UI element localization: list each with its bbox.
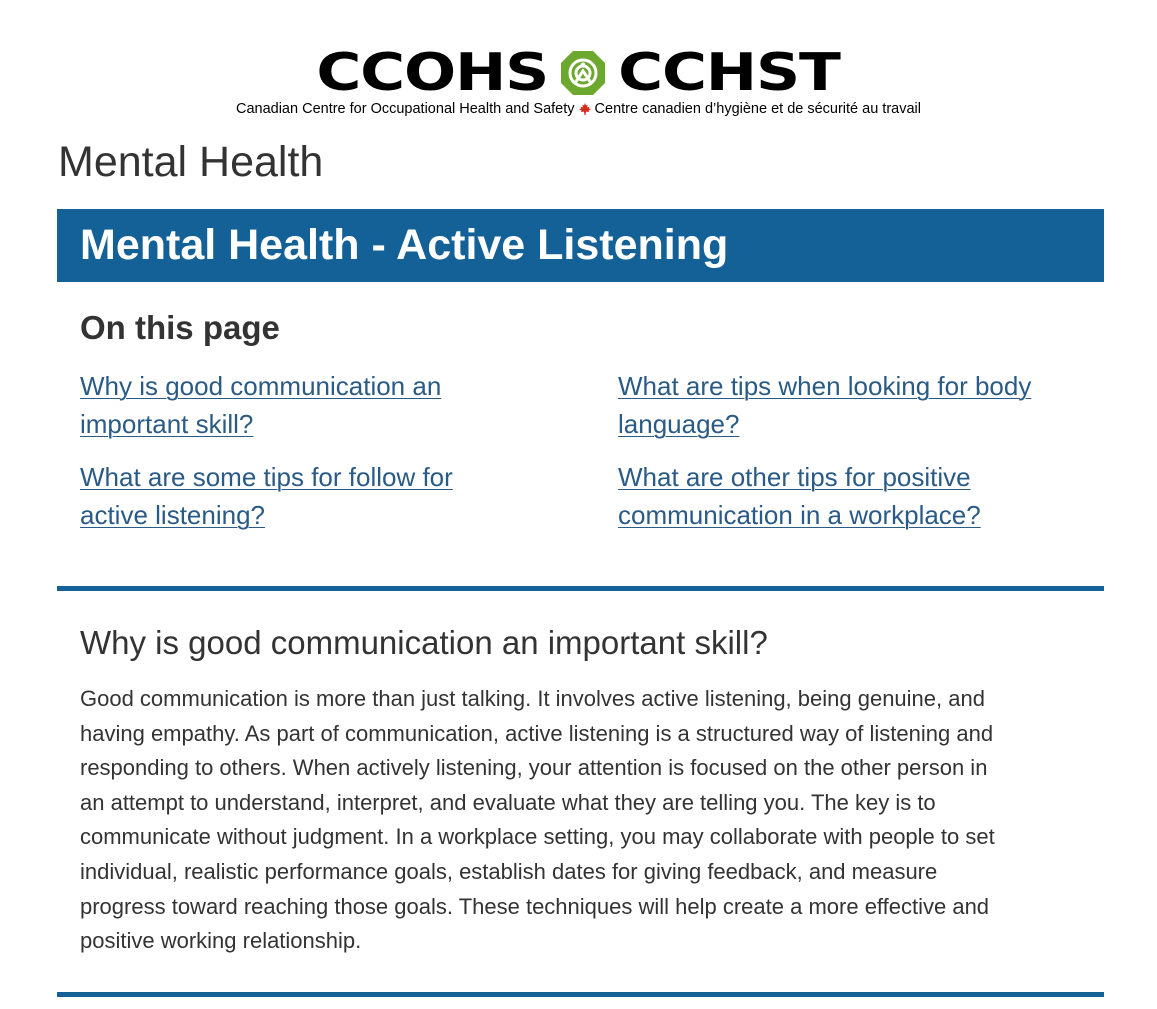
logo-subtitle-en: Canadian Centre for Occupational Health and Safety	[235, 101, 575, 117]
toc-link-line: Why is good communication an	[80, 371, 442, 401]
section-heading: Why is good communication an important skill?	[80, 624, 768, 661]
toc-link-line: language?	[618, 409, 740, 439]
ccohs-emblem-icon	[561, 51, 605, 95]
toc-link-line: What are tips when looking for body	[618, 371, 1032, 401]
site-title: Mental Health	[58, 138, 324, 186]
toc-link-body-language[interactable]	[618, 367, 1031, 443]
toc-heading: On this page	[80, 309, 280, 346]
section-divider	[57, 586, 1104, 591]
paragraph-line: progress toward reaching those goals. These techniques will help create a more effective and	[80, 893, 990, 919]
ccohs-logo[interactable]	[0, 44, 1157, 118]
paragraph-line: individual, realistic performance goals, establish dates for giving feedback, and measure	[80, 858, 938, 884]
section-divider	[57, 992, 1104, 997]
page-title: Mental Health - Active Listening	[80, 221, 729, 269]
page-title-banner	[57, 209, 1104, 282]
toc-link-active-listening[interactable]	[80, 458, 453, 534]
toc-link-good-communication[interactable]	[80, 367, 441, 443]
toc-link-positive-communication[interactable]	[618, 458, 981, 534]
toc-link-line: What are some tips for follow for	[80, 462, 453, 492]
logo-subtitle	[0, 100, 1157, 118]
paragraph-line: communicate without judgment. In a workplace setting, you may collaborate with people to set	[80, 824, 995, 850]
paragraph-line: responding to others. When actively listening, your attention is focused on the other person in	[80, 755, 988, 781]
logo-word-cchst: CCHST	[617, 43, 840, 103]
logo-subtitle-fr: Centre canadien d’hygiène et de sécurité au travail	[594, 101, 921, 117]
paragraph-line: an attempt to understand, interpret, and evaluate what they are telling you. The key is to	[80, 789, 936, 815]
logo-wordmark	[316, 43, 840, 103]
maple-leaf-icon	[579, 103, 591, 115]
paragraph-line: positive working relationship.	[80, 928, 362, 954]
section-paragraph	[80, 682, 1090, 959]
logo-word-ccohs: CCOHS	[316, 43, 549, 103]
toc-link-line: communication in a workplace?	[618, 500, 981, 530]
paragraph-line: Good communication is more than just talking. It involves active listening, being genuine, and	[80, 686, 985, 711]
toc-link-line: active listening?	[80, 500, 265, 530]
paragraph-line: having empathy. As part of communication, active listening is a structured way of listening and	[80, 720, 994, 746]
toc-link-line: important skill?	[80, 409, 254, 439]
toc-link-line: What are other tips for positive	[618, 462, 971, 492]
